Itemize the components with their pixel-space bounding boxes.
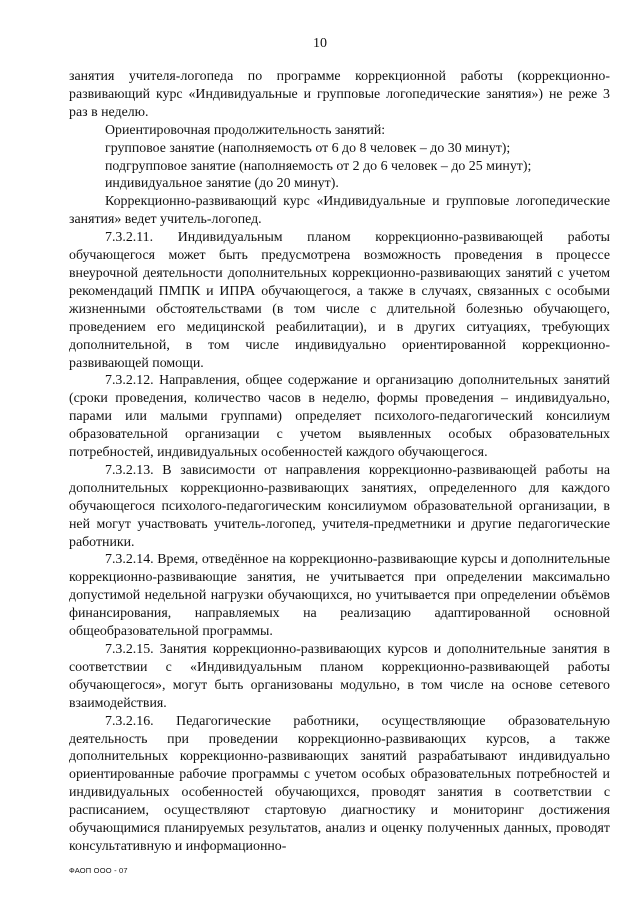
paragraph: групповое занятие (наполняемость от 6 до 8 человек – до 30 минут); <box>105 140 511 156</box>
paragraph: 7.3.2.11. Индивидуальным планом коррекционно-развивающей работы обучающегося может быть предусмотрена возможность проведения в процессе внеурочной деятельности дополнительных коррекционно-развивающих занятий с учетом рекомендаций ПМПК и ИПРА обучающегося, а также в случаях, связанных с особыми жизненными обстоятельствами (в том числе с длительной болезнью обучающего, проведением его медицинской реабилитации), и в других ситуациях, требующих дополнительной, в том числе индивидуально ориентированной коррекционно-развивающей помощи. <box>69 230 610 371</box>
paragraph: Ориентировочная продолжительность занятий: <box>105 122 386 138</box>
paragraph: подгрупповое занятие (наполняемость от 2 до 6 человек – до 25 минут); <box>105 158 532 174</box>
paragraph: 7.3.2.15. Занятия коррекционно-развивающих курсов и дополнительные занятия в соответствии с «Индивидуальным планом коррекционно-развивающей работы обучающегося», могут быть организованы модульно, в том числе на основе сетевого взаимодействия. <box>69 642 610 711</box>
paragraph: 7.3.2.16. Педагогические работники, осуществляющие образовательную деятельность при проведении коррекционно-развивающих курсов, а также дополнительных коррекционно-развивающих занятий разрабатывают индивидуально ориентированные рабочие программы с учетом особых образовательных потребностей и индивидуальных особенностей обучающихся, проводят занятия в соответствии с расписанием, осуществляют стартовую диагностику и мониторинг достижения обучающимися планируемых результатов, анализ и оценку полученных данных, проводят консультативную и информационно- <box>69 713 610 854</box>
paragraph: занятия учителя-логопеда по программе коррекционной работы (коррекционно-развивающий курс «Индивидуальные и групповые логопедические занятия») не реже 3 раз в неделю. <box>69 69 610 120</box>
page-number: 10 <box>313 36 327 51</box>
paragraph: Коррекционно-развивающий курс «Индивидуальные и групповые логопедические занятия» ведет учитель-логопед. <box>69 194 610 228</box>
paragraph: 7.3.2.12. Направления, общее содержание и организацию дополнительных занятий (сроки проведения, количество часов в неделю, формы проведения – индивидуально, парами или малыми группами) определяет психолого-педагогический консилиум образовательной организации с учетом выявленных особых образовательных потребностей, индивидуальных особенностей каждого обучающегося. <box>69 373 610 461</box>
paragraph: 7.3.2.14. Время, отведённое на коррекционно-развивающие курсы и дополнительные коррекционно-развивающие занятия, не учитывается при определении максимально допустимой недельной нагрузки обучающихся, но учитывается при определении объёмов финансирования, направляемых на реализацию адаптированной основной общеобразовательной программы. <box>69 552 610 640</box>
document-body <box>69 68 610 856</box>
paragraph: индивидуальное занятие (до 20 минут). <box>105 176 339 192</box>
document-code-footer: ФАОП ООО - 07 <box>69 866 128 875</box>
paragraph: 7.3.2.13. В зависимости от направления коррекционно-развивающей работы на дополнительных коррекционно-развивающих занятиях, определенного для каждого обучающегося психолого-педагогическим консилиумом образовательной организации, в ней могут участвовать учитель-логопед, учителя-предметники и другие педагогические работники. <box>69 462 610 550</box>
